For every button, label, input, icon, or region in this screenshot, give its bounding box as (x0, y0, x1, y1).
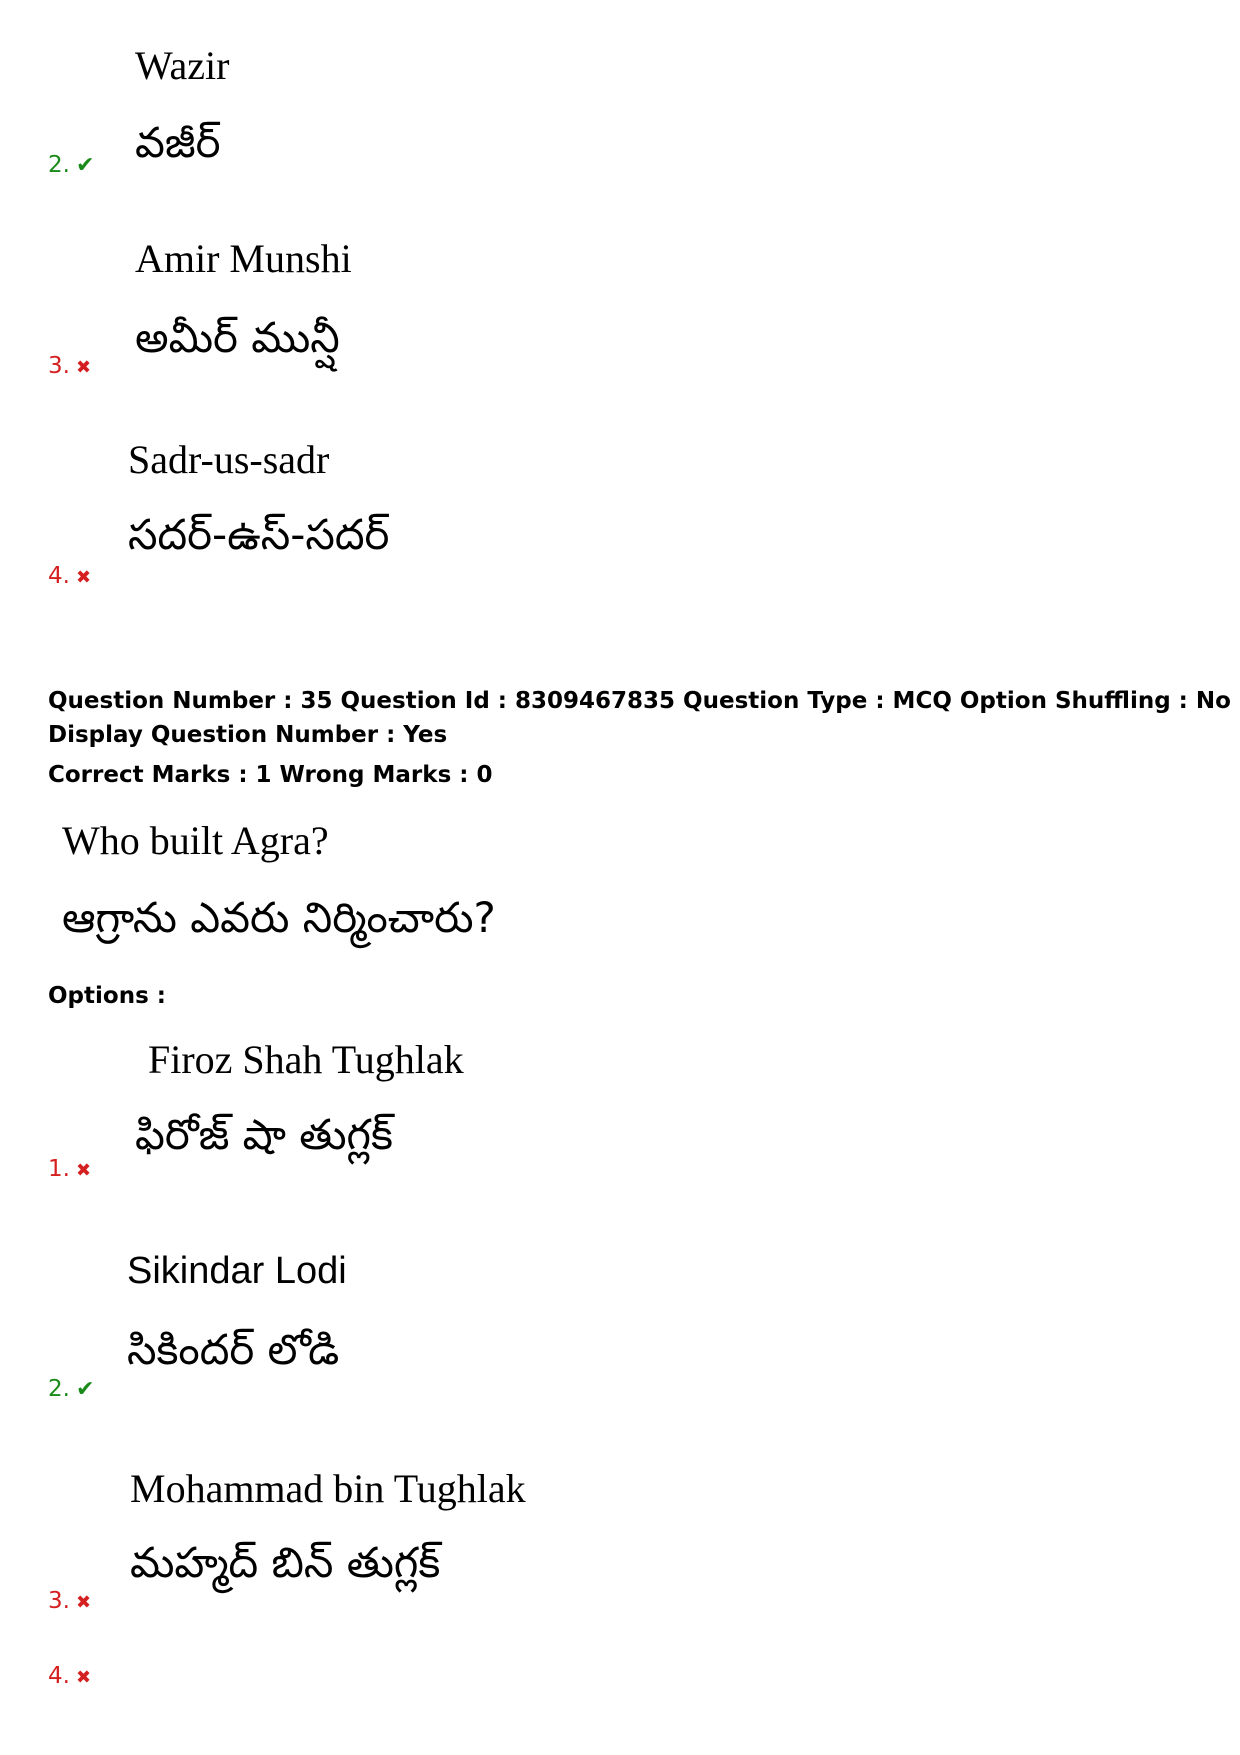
option-telugu-text: ఫిరోజ్ షా తుగ్లక్ (135, 1110, 393, 1159)
option-telugu-text: వజీర్ (135, 118, 221, 167)
option-english-text: Sadr-us-sadr (128, 437, 330, 482)
option-english-text: Mohammad bin Tughlak (130, 1466, 526, 1511)
option-english-text: Sikindar Lodi (127, 1250, 347, 1292)
cross-icon: ✖ (75, 357, 92, 378)
option-telugu-text: మహ్మద్ బిన్ తుగ్లక్ (130, 1538, 441, 1587)
option-number: 3. ✖ (48, 1588, 92, 1614)
option-number: 1. ✖ (48, 1156, 92, 1182)
option-english-text: Amir Munshi (135, 236, 352, 281)
option-telugu-text: సదర్-ఉస్-సదర్ (128, 510, 390, 559)
check-icon: ✔ (75, 153, 95, 178)
check-icon: ✔ (75, 1377, 95, 1402)
question-meta: Question Number : 35 Question Id : 8309467835 Question Type : MCQ Option Shuffling : No (48, 688, 1231, 714)
option-number: 4. ✖ (48, 563, 92, 589)
option-number: 2. ✔ (48, 152, 95, 178)
option-number: 4. ✖ (48, 1663, 92, 1689)
question-marks: Correct Marks : 1 Wrong Marks : 0 (48, 762, 493, 788)
option-telugu-text: అమీర్ మున్షీ (135, 313, 340, 362)
option-number: 3. ✖ (48, 353, 92, 379)
cross-icon: ✖ (75, 1160, 92, 1181)
cross-icon: ✖ (75, 1667, 92, 1688)
option-english-text: Firoz Shah Tughlak (148, 1037, 464, 1082)
option-number: 2. ✔ (48, 1376, 95, 1402)
option-english-text: Wazir (135, 43, 230, 88)
options-label: Options : (48, 983, 166, 1009)
question-meta-display: Display Question Number : Yes (48, 722, 448, 748)
cross-icon: ✖ (75, 567, 92, 588)
question-telugu-text: ఆగ్రాను ఎవరు నిర్మించారు? (62, 893, 496, 942)
cross-icon: ✖ (75, 1592, 92, 1613)
question-english-text: Who built Agra? (62, 818, 329, 863)
option-telugu-text: సికిందర్ లోడి (127, 1325, 340, 1374)
